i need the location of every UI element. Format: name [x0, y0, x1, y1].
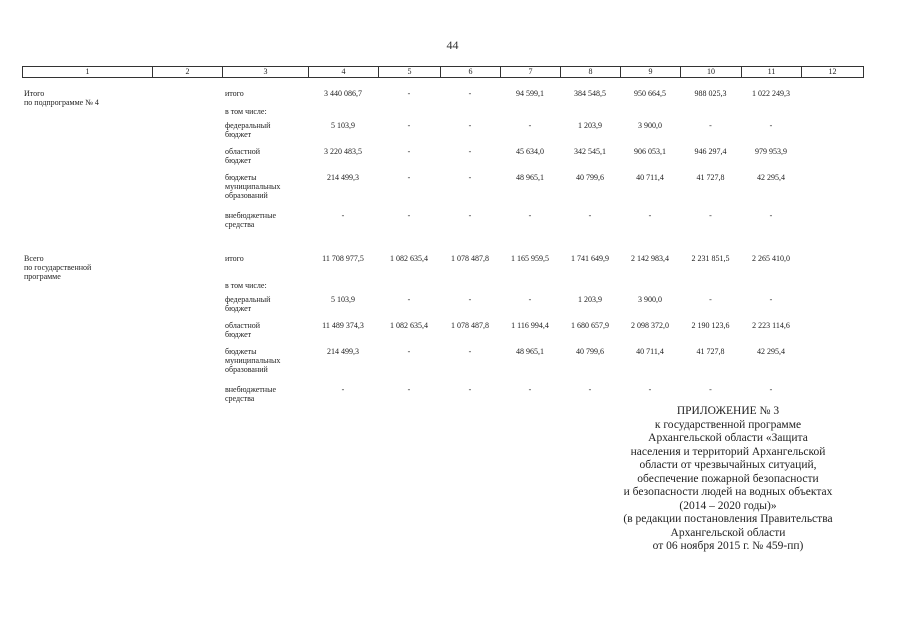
value-cell: 40 711,4 [636, 173, 664, 182]
empty-cell [152, 147, 222, 173]
value-cell: 3 220 483,5 [324, 147, 362, 156]
funding-source-label-line: областной [225, 147, 261, 156]
value-cell: - [769, 295, 773, 304]
funding-source-label-line: в том числе: [225, 107, 267, 116]
empty-cell [152, 173, 222, 211]
value-cell: 11 489 374,3 [322, 321, 364, 330]
value-cell: - [468, 147, 472, 156]
column-number: 5 [379, 67, 441, 78]
value-cell: - [468, 173, 472, 182]
value-cell: 214 499,3 [327, 347, 359, 356]
section-caption-line: программе [24, 272, 61, 281]
value-cell [440, 107, 500, 121]
empty-cell [22, 295, 152, 321]
value-cell: 2 265 410,0 [752, 254, 790, 263]
value-cell: - [709, 295, 712, 304]
funding-source-label [222, 347, 308, 385]
value-cell: - [468, 295, 472, 304]
value-cell: 48 965,1 [516, 173, 544, 182]
table-row [22, 347, 863, 385]
value-cell: 979 953,9 [755, 147, 787, 156]
funding-source-label-line: бюджеты [225, 173, 257, 182]
empty-cell [152, 121, 222, 147]
funding-source-label-line: средства [225, 220, 255, 229]
appendix-line: (в редакции постановления Правительства [623, 513, 833, 525]
value-cell: 42 295,4 [757, 347, 785, 356]
funding-source-label [222, 211, 308, 237]
funding-source-label-line: бюджет [225, 156, 252, 165]
value-cell: 42 295,4 [757, 173, 785, 182]
section-caption [22, 89, 152, 107]
appendix-line: (2014 – 2020 годы)» [679, 499, 777, 512]
value-cell: 40 711,4 [636, 347, 664, 356]
funding-source-label-line: федеральный [225, 295, 271, 304]
value-cell: - [468, 347, 472, 356]
empty-cell [22, 347, 152, 385]
table-row [22, 89, 863, 107]
empty-cell [152, 89, 222, 107]
value-cell: 1 165 959,5 [511, 254, 549, 263]
empty-cell [152, 321, 222, 347]
value-cell: - [528, 295, 532, 304]
value-cell: - [709, 385, 712, 394]
table-row [22, 107, 863, 121]
state-program-totals-table [22, 254, 863, 411]
appendix-line: Архангельской области [670, 526, 786, 539]
value-cell: - [588, 211, 592, 220]
column-number: 11 [742, 67, 802, 78]
column-number: 3 [223, 67, 309, 78]
value-cell: 2 142 983,4 [631, 254, 669, 263]
empty-cell [152, 347, 222, 385]
funding-source-label [222, 254, 308, 281]
value-cell: - [468, 385, 472, 394]
funding-source-label-line: образований [225, 365, 268, 374]
column-number: 4 [309, 67, 379, 78]
empty-cell [22, 321, 152, 347]
funding-source-label [222, 107, 308, 121]
empty-cell [801, 281, 863, 295]
empty-cell [801, 211, 863, 237]
appendix-line: Архангельской области «Защита [648, 432, 808, 444]
empty-cell [801, 89, 863, 107]
column-number: 1 [23, 67, 153, 78]
empty-cell [22, 121, 152, 147]
column-number: 10 [681, 67, 742, 78]
value-cell: - [341, 211, 345, 220]
section-caption-line: по государственной [24, 263, 92, 272]
column-number: 2 [153, 67, 223, 78]
funding-source-label-line: бюджет [225, 330, 252, 339]
value-cell: - [709, 211, 712, 220]
value-cell: - [769, 385, 773, 394]
value-cell [500, 107, 560, 121]
value-cell: - [709, 121, 712, 130]
funding-source-label [222, 173, 308, 211]
column-number: 7 [501, 67, 561, 78]
value-cell: - [468, 89, 472, 98]
column-number: 12 [802, 67, 864, 78]
value-cell: 214 499,3 [327, 173, 359, 182]
table-row [22, 295, 863, 321]
value-cell [741, 107, 801, 121]
appendix-note [593, 405, 863, 554]
value-cell: - [528, 385, 532, 394]
value-cell: 1 116 994,4 [511, 321, 549, 330]
value-cell [620, 107, 680, 121]
value-cell: 1 741 649,9 [571, 254, 609, 263]
value-cell: - [407, 89, 411, 98]
empty-cell [22, 107, 152, 121]
value-cell: 94 599,1 [516, 89, 544, 98]
value-cell: - [648, 385, 652, 394]
funding-source-label-line: федеральный [225, 121, 271, 130]
value-cell: 342 545,1 [574, 147, 606, 156]
empty-cell [22, 385, 152, 411]
funding-source-label [222, 295, 308, 321]
value-cell: 1 078 487,8 [451, 254, 489, 263]
value-cell [440, 281, 500, 295]
empty-cell [152, 254, 222, 281]
value-cell: 3 900,0 [638, 121, 662, 130]
funding-source-label-line: бюджет [225, 130, 252, 139]
value-cell: - [407, 295, 411, 304]
empty-cell [801, 254, 863, 281]
funding-source-label [222, 385, 308, 411]
value-cell: 11 708 977,5 [322, 254, 364, 263]
value-cell: 2 223 114,6 [752, 321, 790, 330]
value-cell: 2 190 123,6 [691, 321, 730, 330]
value-cell: 946 297,4 [694, 147, 727, 156]
value-cell: 1 082 635,4 [390, 254, 428, 263]
table-row [22, 281, 863, 295]
empty-cell [152, 281, 222, 295]
funding-source-label [222, 281, 308, 295]
value-cell: - [341, 385, 345, 394]
value-cell: 1 022 249,3 [752, 89, 790, 98]
table-row [22, 173, 863, 211]
value-cell: 1 082 635,4 [390, 321, 428, 330]
value-cell [620, 281, 680, 295]
value-cell [680, 281, 741, 295]
empty-cell [22, 281, 152, 295]
funding-source-label-line: бюджеты [225, 347, 257, 356]
value-cell: 48 965,1 [516, 347, 544, 356]
value-cell: 3 900,0 [638, 295, 662, 304]
value-cell [560, 281, 620, 295]
value-cell [560, 107, 620, 121]
value-cell: - [528, 121, 532, 130]
value-cell: - [468, 121, 472, 130]
value-cell [741, 281, 801, 295]
value-cell: 5 103,9 [331, 121, 355, 130]
page-number: 44 [446, 38, 459, 52]
appendix-line: обеспечение пожарной безопасности [637, 472, 819, 485]
empty-cell [152, 107, 222, 121]
funding-source-label-line: в том числе: [225, 281, 267, 290]
funding-source-label-line: средства [225, 394, 255, 403]
appendix-line: населения и территорий Архангельской [630, 445, 826, 458]
empty-cell [22, 147, 152, 173]
value-cell: 45 634,0 [516, 147, 544, 156]
empty-cell [152, 385, 222, 411]
value-cell: 988 025,3 [694, 89, 727, 98]
table-row [22, 147, 863, 173]
empty-cell [22, 173, 152, 211]
value-cell [680, 107, 741, 121]
funding-source-label-line: внебюджетные [225, 385, 276, 394]
value-cell [378, 107, 440, 121]
value-cell [308, 107, 378, 121]
value-cell: - [769, 211, 773, 220]
value-cell: - [468, 211, 472, 220]
value-cell: 2 098 372,0 [631, 321, 669, 330]
column-header-table [22, 66, 864, 78]
appendix-line: от 06 ноября 2015 г. № 459-пп) [652, 540, 804, 552]
value-cell: 41 727,8 [696, 173, 725, 182]
appendix-line: области от чрезвычайных ситуаций, [639, 459, 817, 471]
funding-source-label-line: внебюджетные [225, 211, 276, 220]
subprogram-4-totals-table [22, 89, 863, 237]
value-cell: 906 053,1 [634, 147, 666, 156]
value-cell: - [648, 211, 652, 220]
value-cell: 41 727,8 [696, 347, 725, 356]
value-cell: - [407, 385, 411, 394]
appendix-title: ПРИЛОЖЕНИЕ № 3 [676, 405, 780, 417]
funding-source-label [222, 89, 308, 107]
funding-source-label [222, 147, 308, 173]
appendix-line: к государственной программе [654, 418, 802, 431]
value-cell: - [528, 211, 532, 220]
empty-cell [801, 173, 863, 211]
value-cell: 40 799,6 [576, 347, 604, 356]
table-row [22, 211, 863, 237]
funding-source-label-line: муниципальных [225, 182, 281, 191]
value-cell: 40 799,6 [576, 173, 604, 182]
empty-cell [801, 321, 863, 347]
empty-cell [152, 295, 222, 321]
value-cell: - [407, 211, 411, 220]
value-cell [378, 281, 440, 295]
empty-cell [801, 107, 863, 121]
column-number-row [23, 67, 864, 78]
section-caption-line: Итого [24, 89, 45, 98]
value-cell [500, 281, 560, 295]
value-cell: 1 203,9 [578, 295, 602, 304]
value-cell: 1 203,9 [578, 121, 602, 130]
appendix-line: и безопасности людей на водных объектах [623, 486, 833, 498]
value-cell: - [588, 385, 592, 394]
funding-source-label-line: бюджет [225, 304, 252, 313]
value-cell: - [407, 173, 411, 182]
table-row [22, 321, 863, 347]
value-cell: - [407, 347, 411, 356]
section-caption [22, 254, 152, 281]
funding-source-label-line: муниципальных [225, 356, 281, 365]
column-number: 6 [441, 67, 501, 78]
value-cell: 950 664,5 [634, 89, 666, 98]
funding-source-label-line: областной [225, 321, 261, 330]
empty-cell [152, 211, 222, 237]
value-cell: 3 440 086,7 [324, 89, 362, 98]
value-cell: - [769, 121, 773, 130]
value-cell: 384 548,5 [574, 89, 606, 98]
column-number: 9 [621, 67, 681, 78]
empty-cell [801, 347, 863, 385]
section-caption-line: по подпрограмме № 4 [24, 98, 99, 107]
table-row [22, 254, 863, 281]
empty-cell [801, 295, 863, 321]
value-cell: - [407, 147, 411, 156]
funding-source-label [222, 121, 308, 147]
funding-source-label-line: итого [225, 89, 244, 98]
value-cell: 1 078 487,8 [451, 321, 489, 330]
empty-cell [22, 211, 152, 237]
funding-source-label-line: итого [225, 254, 244, 263]
value-cell: - [407, 121, 411, 130]
value-cell: 2 231 851,5 [691, 254, 730, 263]
empty-cell [801, 147, 863, 173]
column-number: 8 [561, 67, 621, 78]
value-cell [308, 281, 378, 295]
funding-source-label [222, 321, 308, 347]
funding-source-label-line: образований [225, 191, 268, 200]
value-cell: 1 680 657,9 [571, 321, 609, 330]
empty-cell [801, 121, 863, 147]
value-cell: 5 103,9 [331, 295, 355, 304]
table-row [22, 121, 863, 147]
section-caption-line: Всего [24, 254, 44, 263]
